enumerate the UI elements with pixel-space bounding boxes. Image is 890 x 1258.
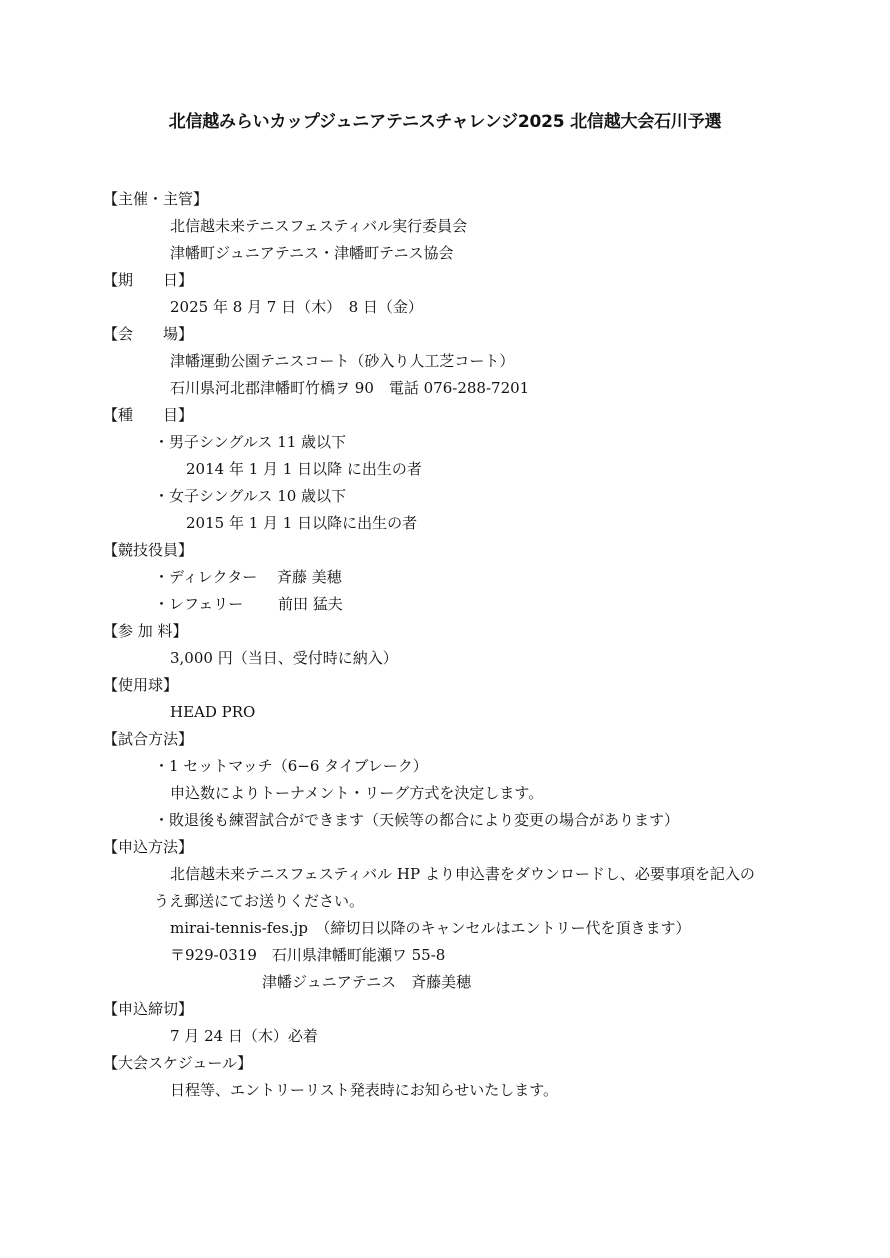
ball-heading: 【使用球】 <box>103 676 179 694</box>
fee-line: 3,000 円（当日、受付時に納入） <box>170 649 398 667</box>
events-boys-note: 2014 年 1 月 1 日以降 に出生の者 <box>186 460 422 478</box>
format-heading: 【試合方法】 <box>103 730 194 748</box>
fee-heading: 【参 加 料】 <box>103 622 188 640</box>
deadline-line: 7 月 24 日（木）必着 <box>170 1027 318 1045</box>
date-line: 2025 年 8 月 7 日（木） 8 日（金） <box>170 298 423 316</box>
organizer-line-1: 北信越未来テニスフェスティバル実行委員会 <box>170 217 468 235</box>
events-girls-note: 2015 年 1 月 1 日以降に出生の者 <box>186 514 418 532</box>
application-line-1: 北信越未来テニスフェスティバル HP より申込書をダウンロードし、必要事項を記入の <box>170 865 755 883</box>
schedule-heading: 【大会スケジュール】 <box>103 1054 253 1072</box>
application-url-line: mirai-tennis-fes.jp （締切日以降のキャンセルはエントリー代を頂きます） <box>170 919 691 937</box>
venue-line-2: 石川県河北郡津幡町竹橋ヲ 90 電話 076-288-7201 <box>170 379 530 397</box>
application-contact-line: 津幡ジュニアテニス 斉藤美穂 <box>262 973 472 991</box>
venue-heading: 【会 場】 <box>103 325 194 343</box>
events-boys: ・男子シングルス 11 歳以下 <box>154 433 347 451</box>
schedule-line: 日程等、エントリーリスト発表時にお知らせいたします。 <box>170 1081 559 1099</box>
deadline-heading: 【申込締切】 <box>103 1000 194 1018</box>
application-line-2: うえ郵送にてお送りください。 <box>154 892 365 910</box>
organizer-heading: 【主催・主管】 <box>103 190 209 208</box>
format-line-1: ・1 セットマッチ（6−6 タイブレーク） <box>154 757 428 775</box>
ball-line: HEAD PRO <box>170 703 256 721</box>
application-address-line: 〒929-0319 石川県津幡町能瀬ワ 55-8 <box>170 946 446 964</box>
format-line-2: 申込数によりトーナメント・リーグ方式を決定します。 <box>170 784 544 802</box>
application-heading: 【申込方法】 <box>103 838 194 856</box>
officials-director: ・ディレクター 斉藤 美穂 <box>154 568 342 586</box>
events-heading: 【種 目】 <box>103 406 194 424</box>
venue-line-1: 津幡運動公園テニスコート（砂入り人工芝コート） <box>170 352 515 370</box>
date-heading: 【期 日】 <box>103 271 194 289</box>
officials-heading: 【競技役員】 <box>103 541 194 559</box>
events-girls: ・女子シングルス 10 歳以下 <box>154 487 347 505</box>
format-line-3: ・敗退後も練習試合ができます（天候等の都合により変更の場合があります） <box>154 811 680 829</box>
document-title: 北信越みらいカップジュニアテニスチャレンジ2025 北信越大会石川予選 <box>168 112 722 132</box>
organizer-line-2: 津幡町ジュニアテニス・津幡町テニス協会 <box>170 244 454 262</box>
officials-referee: ・レフェリー 前田 猛夫 <box>154 595 343 613</box>
